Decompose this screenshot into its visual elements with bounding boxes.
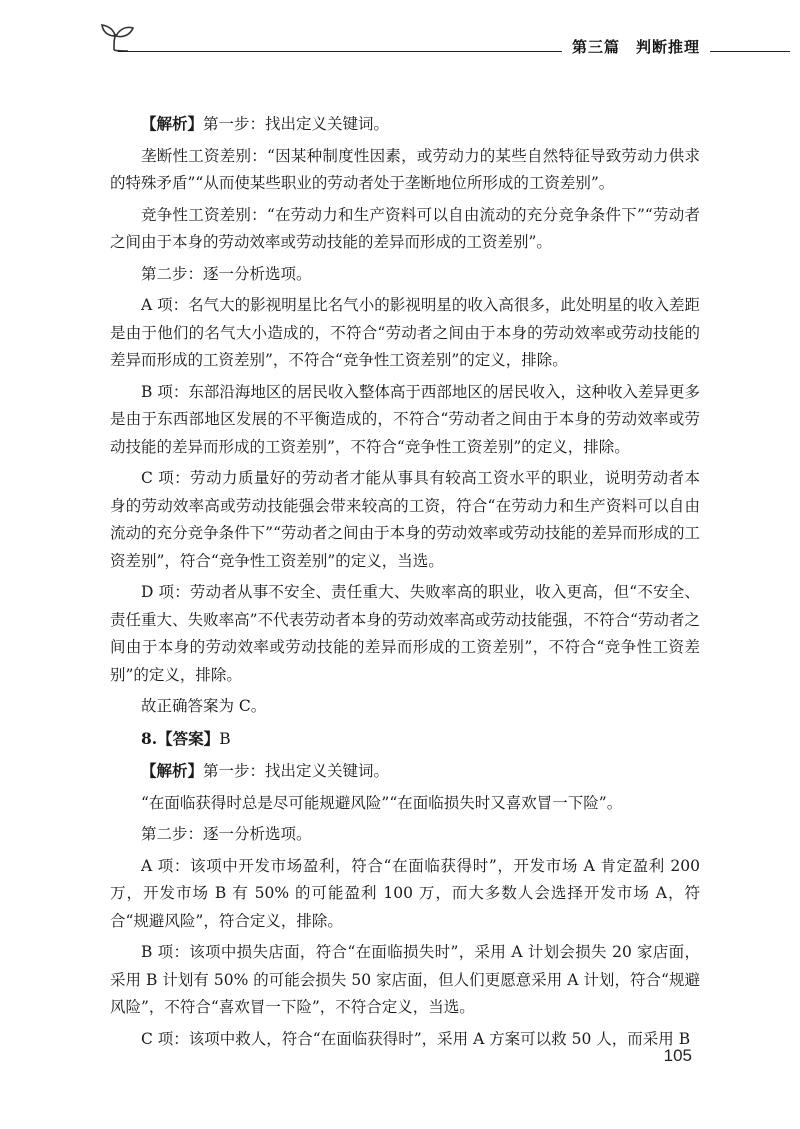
- paragraph-text: B 项：该项中损失店面，符合“在面临损失时”，采用 A 计划会损失 20 家店面，采用 B 计划有 50% 的可能会损失 50 家店面，但人们更愿意采用 A 计划，符合“规避风险”，不符合“喜欢冒一下险”，不符合定义，当选。: [110, 943, 700, 1016]
- paragraph: [110, 821, 700, 849]
- paragraph: [110, 465, 700, 575]
- paragraph-text: “在面临获得时总是尽可能规避风险”“在面临损失时又喜欢冒一下险”。: [141, 793, 623, 812]
- paragraph-text: B: [219, 729, 231, 748]
- paragraph: [110, 261, 700, 289]
- paragraph-label: 【解析】: [141, 761, 204, 780]
- paragraph-label: 【解析】: [141, 114, 204, 133]
- paragraph-text: 第二步：逐一分析选项。: [141, 825, 312, 843]
- paragraph-text: D 项：劳动者从事不安全、责任重大、失败率高的职业，收入更高，但“不安全、责任重大、失败率高”不代表劳动者本身的劳动效率高或劳动技能强，不符合“劳动者之间由于本身的劳动效率或劳动技能的差异而形成的工资差别”，不符合“竞争性工资差别”的定义，排除。: [110, 583, 700, 684]
- chapter-title: 第三篇 判断推理: [562, 36, 710, 57]
- paragraph: [110, 579, 700, 689]
- explanation-text: [110, 110, 700, 1057]
- paragraph-text: A 项：该项中开发市场盈利，符合“在面临获得时”，开发市场 A 肯定盈利 200 万，开发市场 B 有 50% 的可能盈利 100 万，而大多数人会选择开发市场 A，符合“规避风险”，符合定义，排除。: [110, 856, 700, 930]
- paragraph: [110, 790, 700, 818]
- paragraph: [110, 853, 700, 936]
- paragraph-text: C 项：劳动力质量好的劳动者才能从事具有较高工资水平的职业，说明劳动者本身的劳动效率高或劳动技能强会带来较高的工资，符合“在劳动力和生产资料可以自由流动的充分竞争条件下”“劳动者之间由于本身的劳动效率或劳动技能的差异而形成的工资差别”，符合“竞争性工资差别”的定义，当选。: [110, 469, 700, 570]
- paragraph-text: 竞争性工资差别：“在劳动力和生产资料可以自由流动的充分竞争条件下”“劳动者之间由于本身的劳动效率或劳动技能的差异而形成的工资差别”。: [110, 205, 700, 251]
- paragraph-text: 第一步：找出定义关键词。: [203, 762, 390, 780]
- paragraph: [110, 110, 700, 139]
- paragraph-text: 第一步：找出定义关键词。: [203, 115, 390, 133]
- paragraph: [110, 693, 700, 721]
- paragraph-text: 垄断性工资差别：“因某种制度性因素，或劳动力的某些自然特征导致劳动力供求的特殊矛盾”“从而使某些职业的劳动者处于垄断地位所形成的工资差别”。: [110, 146, 700, 192]
- paragraph: [110, 202, 700, 257]
- paragraph-label: 8.【答案】: [141, 728, 220, 748]
- paragraph: [110, 757, 700, 786]
- paragraph-text: 第二步：逐一分析选项。: [141, 264, 312, 283]
- page-header: [0, 0, 800, 70]
- paragraph: [110, 143, 700, 198]
- page-number: 105: [663, 1046, 692, 1065]
- paragraph-text: 故正确答案为 C。: [141, 697, 267, 715]
- paragraph: [110, 292, 700, 375]
- paragraph: [110, 379, 700, 462]
- paragraph: [110, 725, 700, 754]
- paragraph-text: A 项：名气大的影视明星比名气小的影视明星的收入高很多，此处明星的收入差距是由于他们的名气大小造成的，不符合“劳动者之间由于本身的劳动效率或劳动技能的差异而形成的工资差别”，不符合“竞争性工资差别”的定义，排除。: [110, 296, 700, 369]
- paragraph-text: B 项：东部沿海地区的居民收入整体高于西部地区的居民收入，这种收入差异更多是由于东西部地区发展的不平衡造成的，不符合“劳动者之间由于本身的劳动效率或劳动技能的差异而形成的工资差别”，不符合“竞争性工资差别”的定义，排除。: [110, 382, 700, 456]
- sprout-icon: [100, 20, 140, 54]
- paragraph-text: C 项：该项中救人，符合“在面临获得时”，采用 A 方案可以救 50 人，而采用 B: [141, 1029, 691, 1048]
- paragraph: [110, 939, 700, 1022]
- paragraph: [110, 1026, 700, 1054]
